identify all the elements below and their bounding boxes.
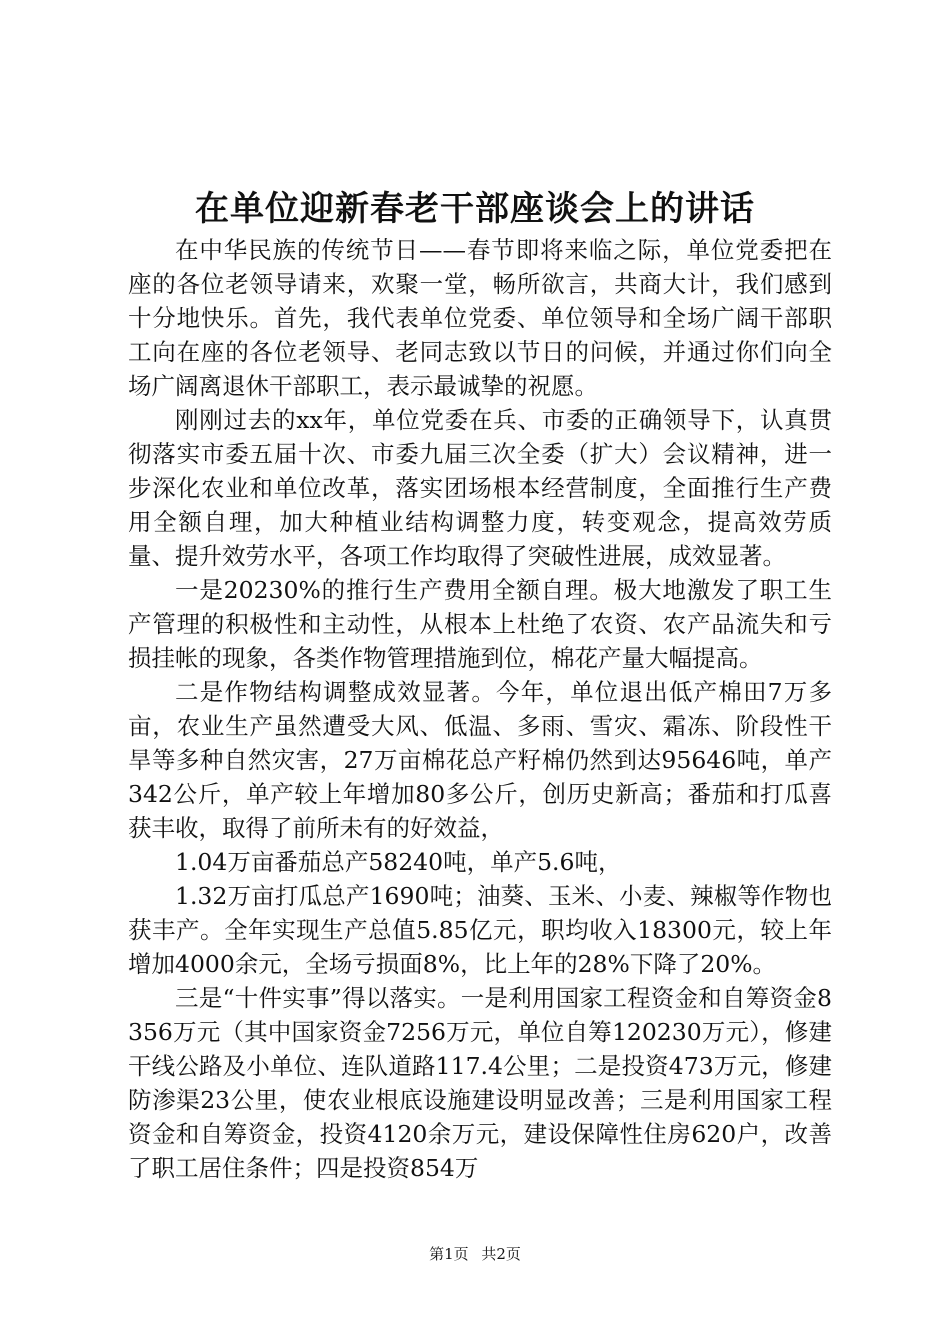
paragraph: 二是作物结构调整成效显著。今年，单位退出低产棉田7万多亩，农业生产虽然遭受大风、低温、多雨、雪灾、霜冻、阶段性干旱等多种自然灾害，27万亩棉花总产籽棉仍然到达95646吨，单产342公斤，单产较上年增加80多公斤，创历史新高；番茄和打瓜喜获丰收，取得了前所未有的好效益，	[128, 678, 832, 842]
paragraph: 1.04万亩番茄总产58240吨，单产5.6吨，	[175, 848, 622, 876]
paragraph: 三是“十件实事”得以落实。一是利用国家工程资金和自筹资金8356万元（其中国家资金7256万元，单位自筹120230万元），修建干线公路及小单位、连队道路117.4公里；二是投资473万元，修建防渗渠23公里，使农业根底设施建设明显改善；三是利用国家工程资金和自筹资金，投资4120余万元，建设保障性住房620户，改善了职工居住条件；四是投资854万	[128, 984, 832, 1182]
page-total: 共2页	[481, 1245, 521, 1263]
paragraph: 在中华民族的传统节日——春节即将来临之际，单位党委把在座的各位老领导请来，欢聚一堂，畅所欲言，共商大计，我们感到十分地快乐。首先，我代表单位党委、单位领导和全场广阔干部职工向在座的各位老领导、老同志致以节日的问候，并通过你们向全场广阔离退休干部职工，表示最诚挚的祝愿。	[128, 236, 832, 400]
page-number: 第1页	[429, 1245, 469, 1263]
paragraph: 1.32万亩打瓜总产1690吨；油葵、玉米、小麦、辣椒等作物也获丰产。全年实现生产总值5.85亿元，职均收入18300元，较上年增加4000余元，全场亏损面8%，比上年的28%下降了20%。	[128, 882, 832, 978]
document-title: 在单位迎新春老干部座谈会上的讲话	[195, 189, 755, 229]
page-footer	[0, 1243, 950, 1265]
document-body	[128, 233, 832, 1185]
paragraph: 一是20230%的推行生产费用全额自理。极大地激发了职工生产管理的积极性和主动性，从根本上杜绝了农资、农产品流失和亏损挂帐的现象，各类作物管理措施到位，棉花产量大幅提高。	[128, 576, 832, 672]
paragraph: 刚刚过去的xx年，单位党委在兵、市委的正确领导下，认真贯彻落实市委五届十次、市委九届三次全委（扩大）会议精神，进一步深化农业和单位改革，落实团场根本经营制度，全面推行生产费用全额自理，加大种植业结构调整力度，转变观念，提高效劳质量、提升效劳水平，各项工作均取得了突破性进展，成效显著。	[128, 406, 832, 570]
